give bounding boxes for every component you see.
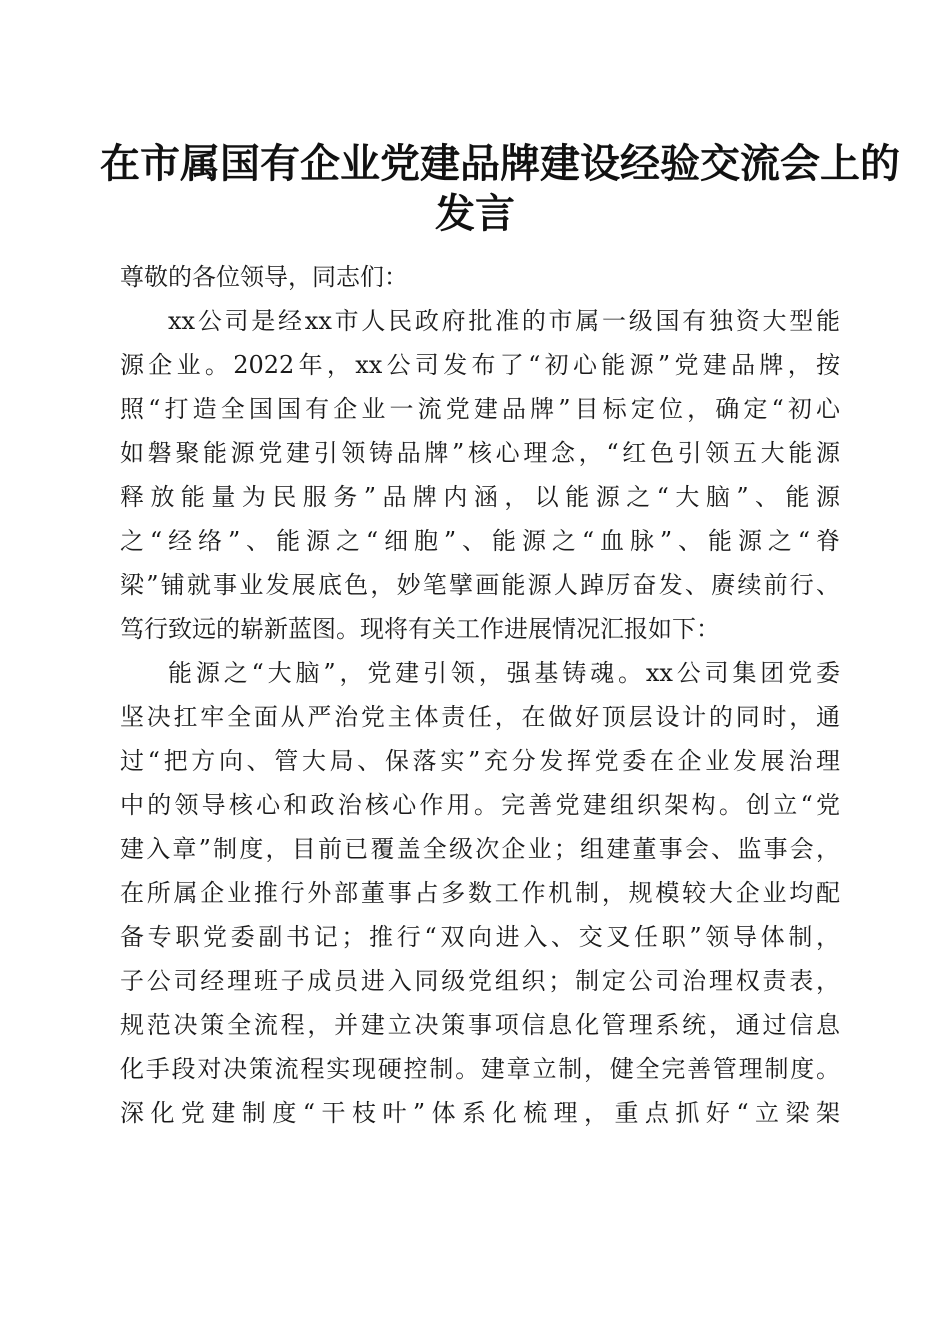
body-text-line: 尊敬的各位领导，同志们： xyxy=(120,263,408,291)
body-text-line: 深化党建制度“干枝叶”体系化梳理，重点抓好“立梁架 xyxy=(120,1099,840,1127)
body-text-line: 笃行致远的崭新蓝图。现将有关工作进展情况汇报如下： xyxy=(120,615,720,643)
body-text-line: 过“把方向、管大局、保落实”充分发挥党委在企业发展治理 xyxy=(120,747,840,775)
body-text-line: 中的领导核心和政治核心作用。完善党建组织架构。创立“党 xyxy=(120,791,840,819)
body-text-line: 能源之“大脑”，党建引领，强基铸魂。xx公司集团党委 xyxy=(168,659,840,687)
body-text-line: 梁”铺就事业发展底色，妙笔擘画能源人踔厉奋发、赓续前行、 xyxy=(120,571,840,599)
document-body xyxy=(120,255,840,1135)
body-text-line: 在所属企业推行外部董事占多数工作机制，规模较大企业均配 xyxy=(120,879,840,907)
body-text-line: 规范决策全流程，并建立决策事项信息化管理系统，通过信息 xyxy=(120,1011,840,1039)
body-text-line: 照“打造全国国有企业一流党建品牌”目标定位，确定“初心 xyxy=(120,395,840,423)
body-text-line: 释放能量为民服务”品牌内涵，以能源之“大脑”、能源 xyxy=(120,483,840,511)
body-text-line: 备专职党委副书记；推行“双向进入、交叉任职”领导体制， xyxy=(120,923,840,951)
document-title-line-2: 发言 xyxy=(435,190,515,237)
body-text-line: xx公司是经xx市人民政府批准的市属一级国有独资大型能 xyxy=(168,307,840,335)
body-text-line: 之“经络”、能源之“细胞”、能源之“血脉”、能源之“脊 xyxy=(120,527,840,555)
document-title-line-1: 在市属国有企业党建品牌建设经验交流会上的 xyxy=(100,140,900,187)
body-text-line: 源企业。2022年，xx公司发布了“初心能源”党建品牌，按 xyxy=(120,351,840,379)
body-text-line: 建入章”制度，目前已覆盖全级次企业；组建董事会、监事会， xyxy=(120,835,840,863)
body-text-line: 坚决扛牢全面从严治党主体责任，在做好顶层设计的同时，通 xyxy=(120,703,840,731)
body-text-line: 子公司经理班子成员进入同级党组织；制定公司治理权责表， xyxy=(120,967,840,995)
body-text-line: 如磐聚能源党建引领铸品牌”核心理念，“红色引领五大能源 xyxy=(120,439,840,467)
body-text-line: 化手段对决策流程实现硬控制。建章立制，健全完善管理制度。 xyxy=(120,1055,840,1083)
